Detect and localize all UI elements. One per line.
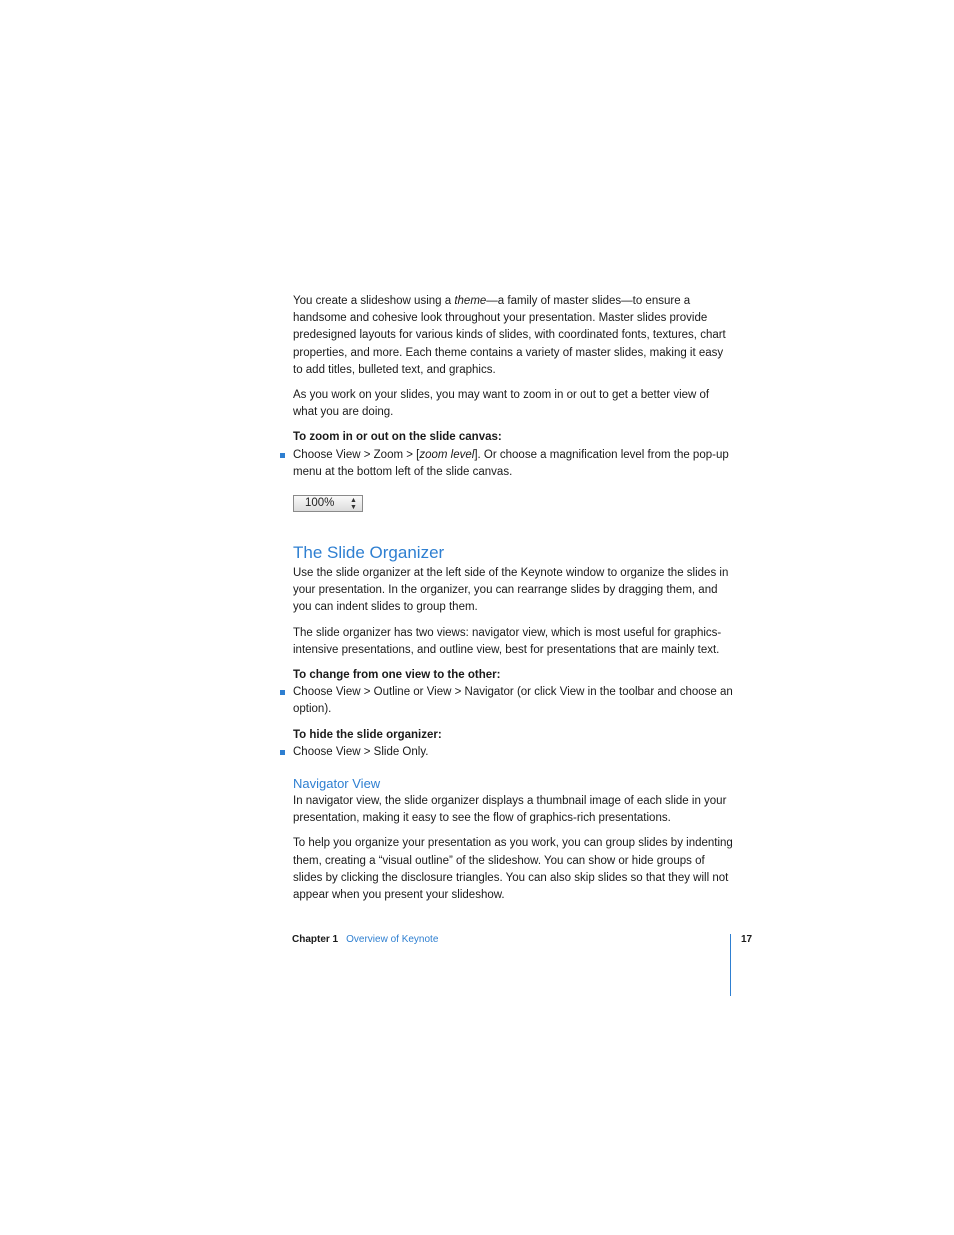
stepper-arrows-glyph: ▲▼ [350, 497, 357, 512]
zoom-bullet-text-level: zoom level [419, 448, 475, 461]
footer-chapter-title: Overview of Keynote [346, 934, 439, 945]
intro-text-b: —a family of master slides—to ensure a handsome and cohesive look throughout your presentation. Master slides provide predesigned layouts for various kinds of slides, with coordinated fonts, textures, chart properties, and more. Each theme contains a variety of master slides, making it easy to add titles, bulleted text, and graphics. [293, 295, 726, 376]
page-footer [292, 933, 438, 947]
intro-text-theme: theme [454, 295, 487, 307]
zoom-bullet-text-a: Choose View > Zoom > [ [293, 448, 420, 461]
bullet-square-icon [280, 690, 285, 695]
bullet-square-icon [280, 453, 285, 458]
page-number: 17 [741, 934, 753, 945]
subsection-title-navigator-view: Navigator View [293, 776, 381, 792]
hide-organizer-bullet [293, 744, 733, 761]
hide-organizer-heading: To hide the slide organizer: [293, 728, 442, 741]
intro-paragraph-1 [293, 293, 733, 379]
zoom-bullet [293, 447, 733, 481]
change-view-bullet [293, 684, 733, 718]
navigator-paragraph-2: To help you organize your presentation as you work, you can group slides by indenting them, creating a “visual outline” of the slideshow. You can show or hide groups of slides by clicking the disclosure triangles. You can also skip slides so that they will not appear when you present your slideshow. [293, 837, 733, 902]
page-content [293, 293, 733, 912]
intro-paragraph-2: As you work on your slides, you may want to zoom in or out to get a better view of what you are doing. [293, 389, 710, 419]
section-title-slide-organizer: The Slide Organizer [293, 543, 445, 563]
change-view-heading: To change from one view to the other: [293, 669, 501, 682]
organizer-paragraph-1: Use the slide organizer at the left side of the Keynote window to organize the slides in your presentation. In the organizer, you can rearrange slides by dragging them, and you can indent slides to group them. [293, 567, 729, 614]
change-view-bullet-text: Choose View > Outline or View > Navigator (or click View in the toolbar and choose an option). [293, 686, 733, 716]
navigator-paragraph-1: In navigator view, the slide organizer displays a thumbnail image of each slide in your presentation, making it easy to see the flow of graphics-rich presentations. [293, 795, 727, 825]
zoom-procedure-heading: To zoom in or out on the slide canvas: [293, 431, 502, 444]
intro-text-a: You create a slideshow using a [293, 295, 455, 307]
footer-divider [730, 934, 731, 996]
hide-organizer-bullet-text: Choose View > Slide Only. [293, 745, 429, 758]
organizer-paragraph-2: The slide organizer has two views: navigator view, which is most useful for graphics-intensive presentations, and outline view, best for presentations that are mainly text. [293, 626, 722, 656]
zoom-popup-menu[interactable] [293, 495, 363, 512]
bullet-square-icon [280, 750, 285, 755]
zoom-bullet-text-b: ]. Or choose a magnification level from the pop-up menu at the bottom left of the slide canvas. [293, 448, 729, 478]
zoom-value: 100% [305, 497, 335, 510]
stepper-arrows-icon [350, 497, 356, 511]
footer-chapter-label: Chapter 1 [292, 934, 339, 945]
